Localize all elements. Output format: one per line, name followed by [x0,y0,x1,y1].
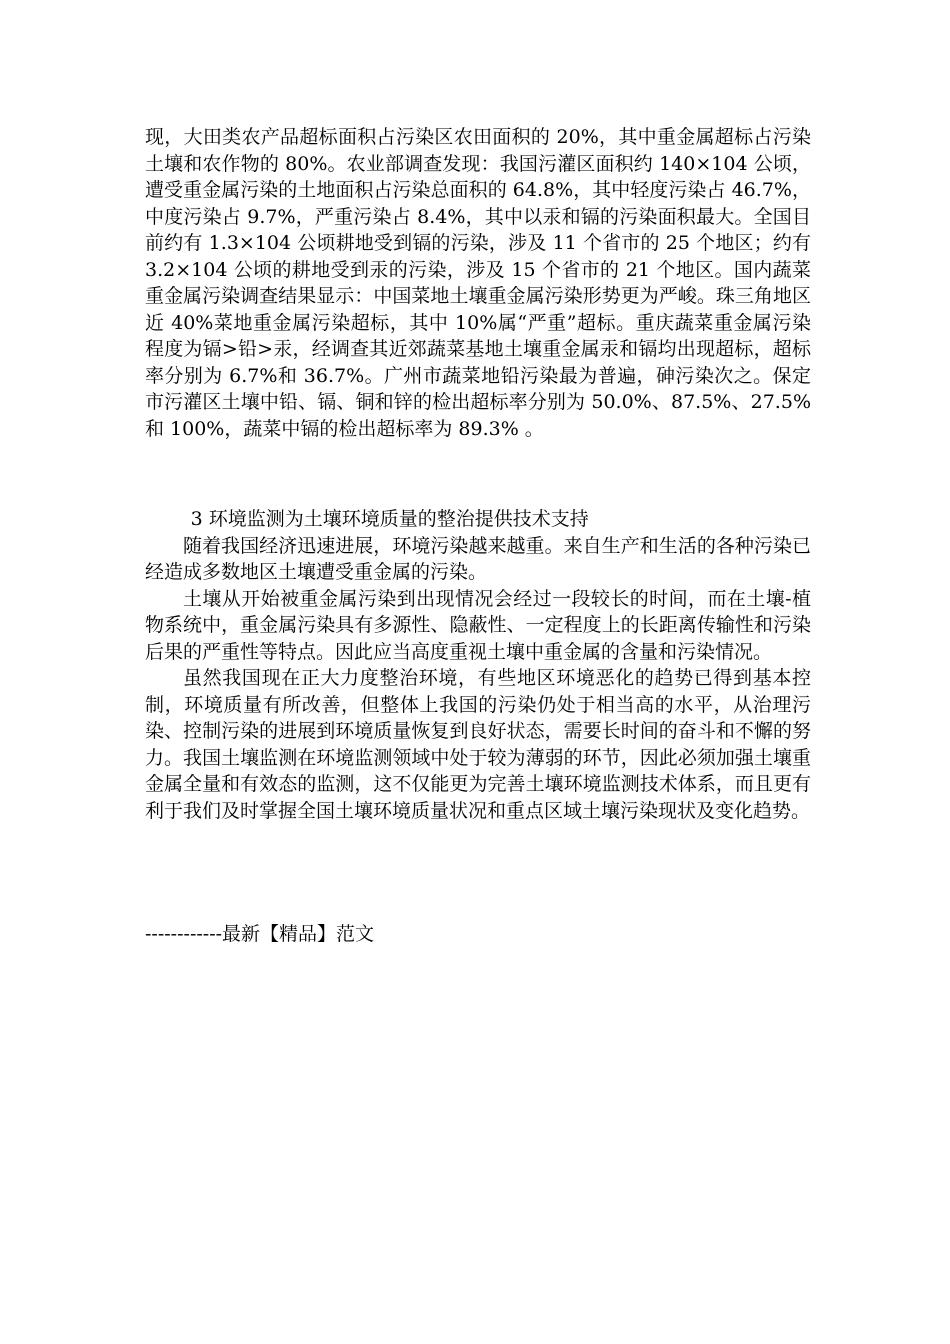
body-paragraph: 随着我国经济迅速进展，环境污染越来越重。来自生产和生活的各种污染已经造成多数地区土壤遭受重金属的污染。 [145,534,811,583]
body-paragraph: 虽然我国现在正大力度整治环境，有些地区环境恶化的趋势已得到基本控制，环境质量有所改善，但整体上我国的污染仍处于相当高的水平，从治理污染、控制污染的进展到环境质量恢复到良好状态，需要长时间的奋斗和不懈的努力。我国土壤监测在环境监测领域中处于较为薄弱的环节，因此必须加强土壤重金属全量和有效态的监测，这不仅能更为完善土壤环境监测技术体系，而且更有利于我们及时掌握全国土壤环境质量状况和重点区域土壤污染现状及变化趋势。 [145,667,811,822]
footer-label: ------------最新【精品】范文 [145,923,375,945]
intro-paragraph: 现，大田类农产品超标面积占污染区农田面积的 20%，其中重金属超标占污染土壤和农作物的 80%。农业部调查发现：我国污灌区面积约 140×104 公顷，遭受重金属污染的土地面积占污染总面积的 64.8%，其中轻度污染占 46.7%，中度污染占 9.7%，严重污染占 8.4%，其中以汞和镉的污染面积最大。全国目前约有 1.3×104 公顷耕地受到镉的污染，涉及 11 个省市的 25 个地区；约有 3.2×104 公顷的耕地受到汞的污染，涉及 15 个省市的 21 个地区。国内蔬菜重金属污染调查结果显示：中国菜地土壤重金属污染形势更为严峻。珠三角地区近 40%菜地重金属污染超标，其中 10%属“严重”超标。重庆蔬菜重金属污染程度为镉>铅>汞，经调查其近郊蔬菜基地土壤重金属汞和镉均出现超标，超标率分别为 6.7%和 36.7%。广州市蔬菜地铅污染最为普遍，砷污染次之。保定市污灌区土壤中铅、镉、铜和锌的检出超标率分别为 50.0%、87.5%、27.5%和 100%，蔬菜中镉的检出超标率为 89.3% 。 [145,126,811,440]
section-heading: 3 环境监测为土壤环境质量的整治提供技术支持 [190,508,589,530]
section-environment-monitoring [145,506,811,824]
body-paragraph: 土壤从开始被重金属污染到出现情况会经过一段较长的时间，而在土壤-植物系统中，重金属污染具有多源性、隐蔽性、一定程度上的长距离传输性和污染后果的严重性等特点。因此应当高度重视土壤中重金属的含量和污染情况。 [145,587,811,663]
